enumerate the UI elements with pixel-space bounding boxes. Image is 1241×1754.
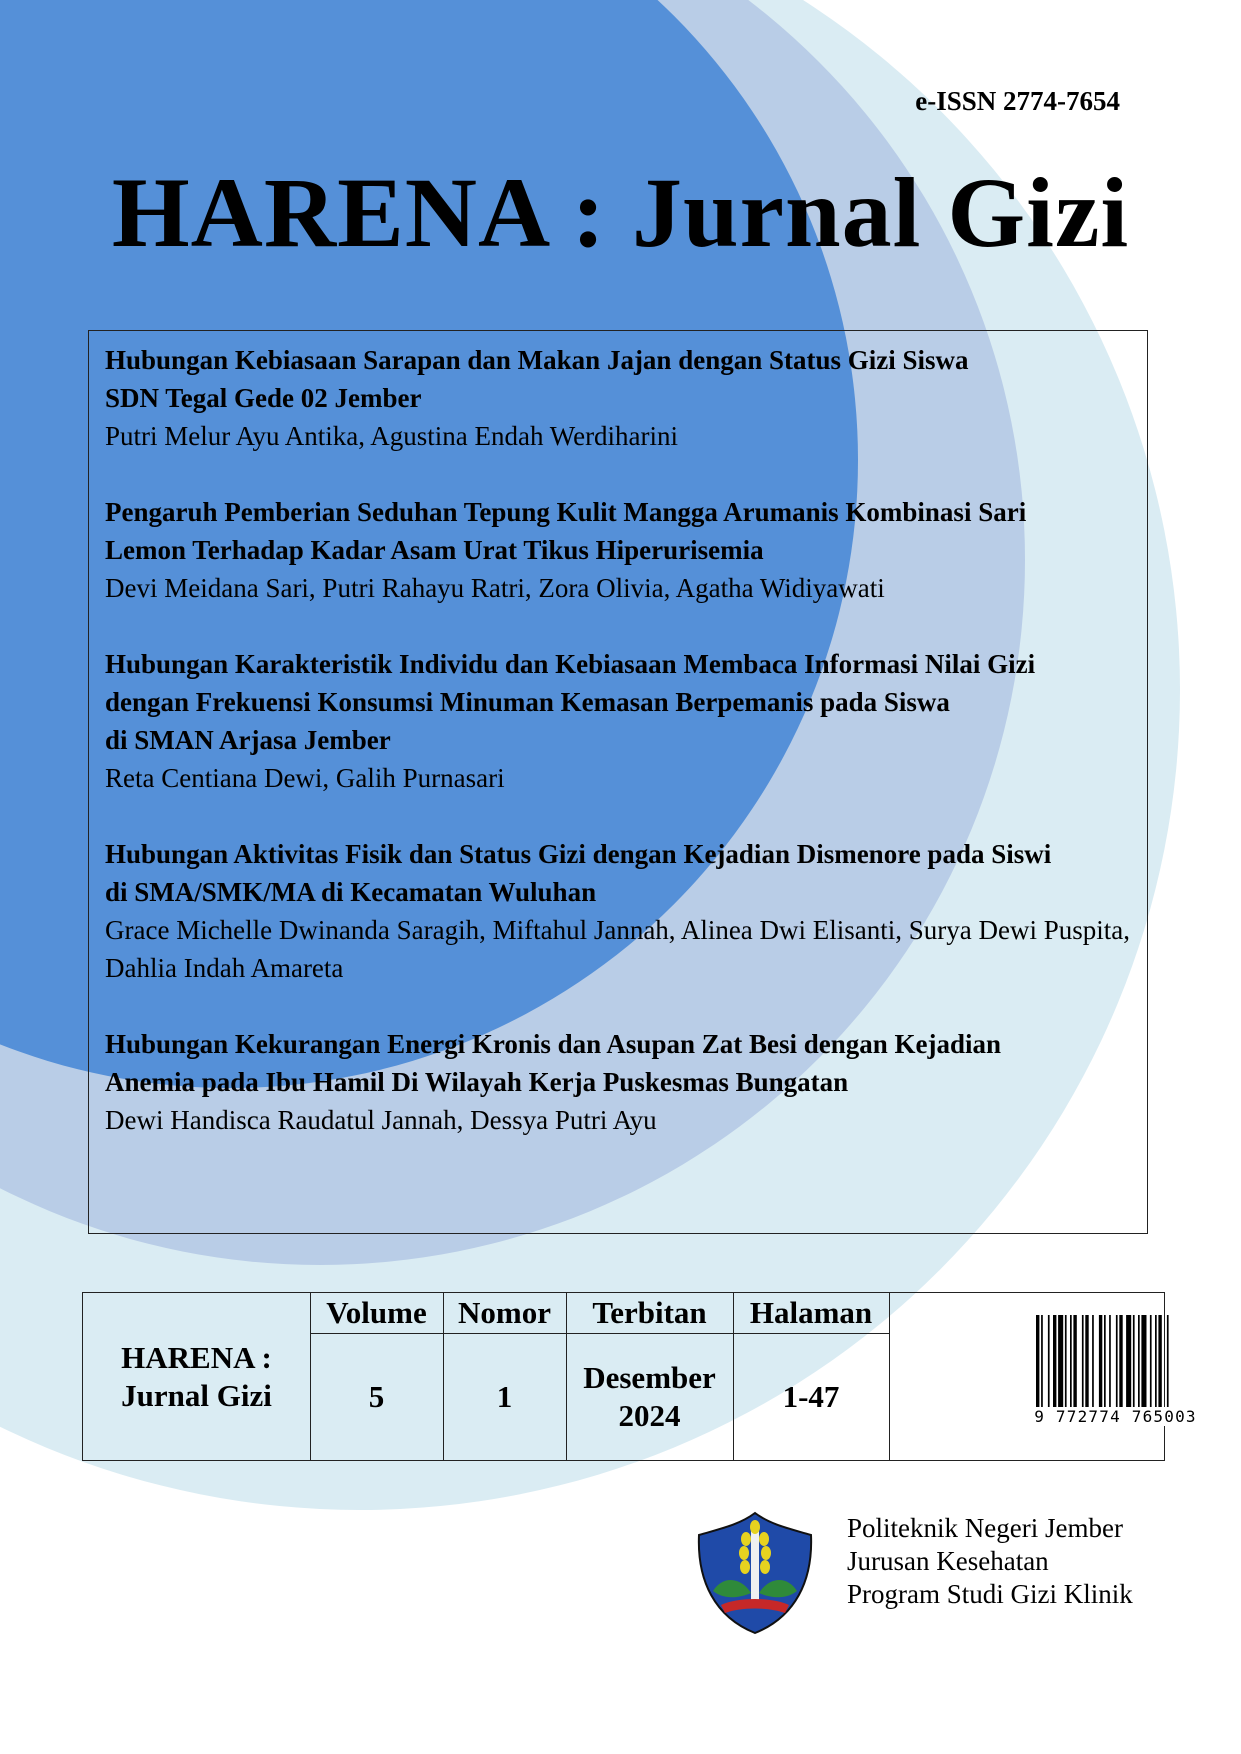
barcode-bar <box>1082 1315 1084 1407</box>
barcode-bar <box>1099 1315 1102 1407</box>
journal-title: HARENA : Jurnal Gizi <box>111 157 1130 268</box>
barcode-bar <box>1150 1315 1152 1407</box>
article-title: Hubungan Karakteristik Individu dan Kebiasaan Membaca Informasi Nilai Gizi dengan Frekuensi Konsumsi Minuman Kemasan Berpemanis pada Siswa di SMAN Arjasa Jember <box>105 649 1036 755</box>
divider <box>310 1333 889 1334</box>
article-authors: Grace Michelle Dwinanda Saragih, Miftahul Jannah, Alinea Dwi Elisanti, Surya Dewi Puspita, Dahlia Indah Amareta <box>105 915 1131 983</box>
institution-department: Jurusan Kesehatan <box>847 1546 1049 1576</box>
article-entry <box>105 341 1131 455</box>
polije-logo-icon <box>693 1509 818 1637</box>
barcode-bar <box>1133 1315 1135 1407</box>
volume-header: Volume <box>326 1295 427 1330</box>
barcode-bar <box>1167 1315 1169 1407</box>
divider <box>889 1293 890 1460</box>
barcode-bars <box>1028 1313 1203 1409</box>
barcode-bar <box>1109 1315 1111 1407</box>
article-title: Hubungan Kebiasaan Sarapan dan Makan Jajan dengan Status Gizi Siswa SDN Tegal Gede 02 Jember <box>105 345 969 413</box>
journal-name-cell <box>83 1293 310 1461</box>
institution-block <box>847 1512 1133 1611</box>
barcode-bar <box>1155 1315 1157 1407</box>
article-title: Hubungan Kekurangan Energi Kronis dan Asupan Zat Besi dengan Kejadian Anemia pada Ibu Hamil Di Wilayah Kerja Puskesmas Bungatan <box>105 1029 1002 1097</box>
volume-value: 5 <box>368 1379 385 1414</box>
article-authors: Reta Centiana Dewi, Galih Purnasari <box>105 763 505 793</box>
terbitan-header: Terbitan <box>592 1295 707 1330</box>
barcode-bar <box>1053 1315 1056 1407</box>
publication-info-table <box>82 1292 1197 1461</box>
halaman-value: 1-47 <box>782 1379 840 1414</box>
terbitan-month: Desember <box>583 1360 716 1395</box>
journal-name-line2: Jurnal Gizi <box>121 1378 272 1413</box>
article-entry <box>105 493 1131 607</box>
table-of-contents <box>88 330 1148 1234</box>
issn-label: e-ISSN 2774-7654 <box>915 86 1120 116</box>
barcode-bar <box>1065 1315 1067 1407</box>
terbitan-value <box>566 1333 733 1461</box>
institution-program: Program Studi Gizi Klinik <box>847 1579 1133 1609</box>
barcode-digits: 9 772774 765003 <box>1028 1407 1203 1426</box>
divider <box>733 1293 734 1460</box>
terbitan-year: 2024 <box>618 1398 681 1433</box>
barcode-bar <box>1058 1315 1063 1407</box>
article-authors: Putri Melur Ayu Antika, Agustina Endah Werdiharini <box>105 421 679 451</box>
divider <box>566 1293 567 1460</box>
article-entry <box>105 1025 1131 1139</box>
nomor-value: 1 <box>496 1379 513 1414</box>
barcode-bar <box>1126 1315 1131 1407</box>
barcode-bar <box>1158 1315 1161 1407</box>
nomor-header: Nomor <box>458 1295 551 1330</box>
barcode-bar <box>1085 1315 1088 1407</box>
barcode-bar <box>1104 1315 1106 1407</box>
barcode-bar <box>1116 1315 1118 1407</box>
article-authors: Devi Meidana Sari, Putri Rahayu Ratri, Zora Olivia, Agatha Widiyawati <box>105 573 885 603</box>
barcode-bar <box>1092 1315 1094 1407</box>
barcode-bar <box>1041 1315 1043 1407</box>
article-title: Pengaruh Pemberian Seduhan Tepung Kulit Mangga Arumanis Kombinasi Sari Lemon Terhadap Kadar Asam Urat Tikus Hiperurisemia <box>105 497 1027 565</box>
barcode-bar <box>1048 1315 1050 1407</box>
journal-name-line1: HARENA : <box>121 1340 272 1375</box>
barcode <box>1028 1313 1203 1433</box>
halaman-header: Halaman <box>749 1295 873 1330</box>
article-title: Hubungan Aktivitas Fisik dan Status Gizi dengan Kejadian Dismenore pada Siswi di SMA/SMK/MA di Kecamatan Wuluhan <box>105 839 1052 907</box>
barcode-bar <box>1141 1315 1146 1407</box>
barcode-bar <box>1119 1315 1122 1407</box>
article-entry <box>105 835 1131 987</box>
institution-name: Politeknik Negeri Jember <box>847 1513 1123 1543</box>
barcode-bar <box>1073 1315 1076 1407</box>
article-authors: Dewi Handisca Raudatul Jannah, Dessya Putri Ayu <box>105 1105 657 1135</box>
divider <box>310 1293 311 1460</box>
divider <box>443 1293 444 1460</box>
barcode-bar <box>1138 1315 1140 1407</box>
barcode-bar <box>1070 1315 1072 1407</box>
article-entry <box>105 645 1131 797</box>
barcode-bar <box>1036 1315 1039 1407</box>
